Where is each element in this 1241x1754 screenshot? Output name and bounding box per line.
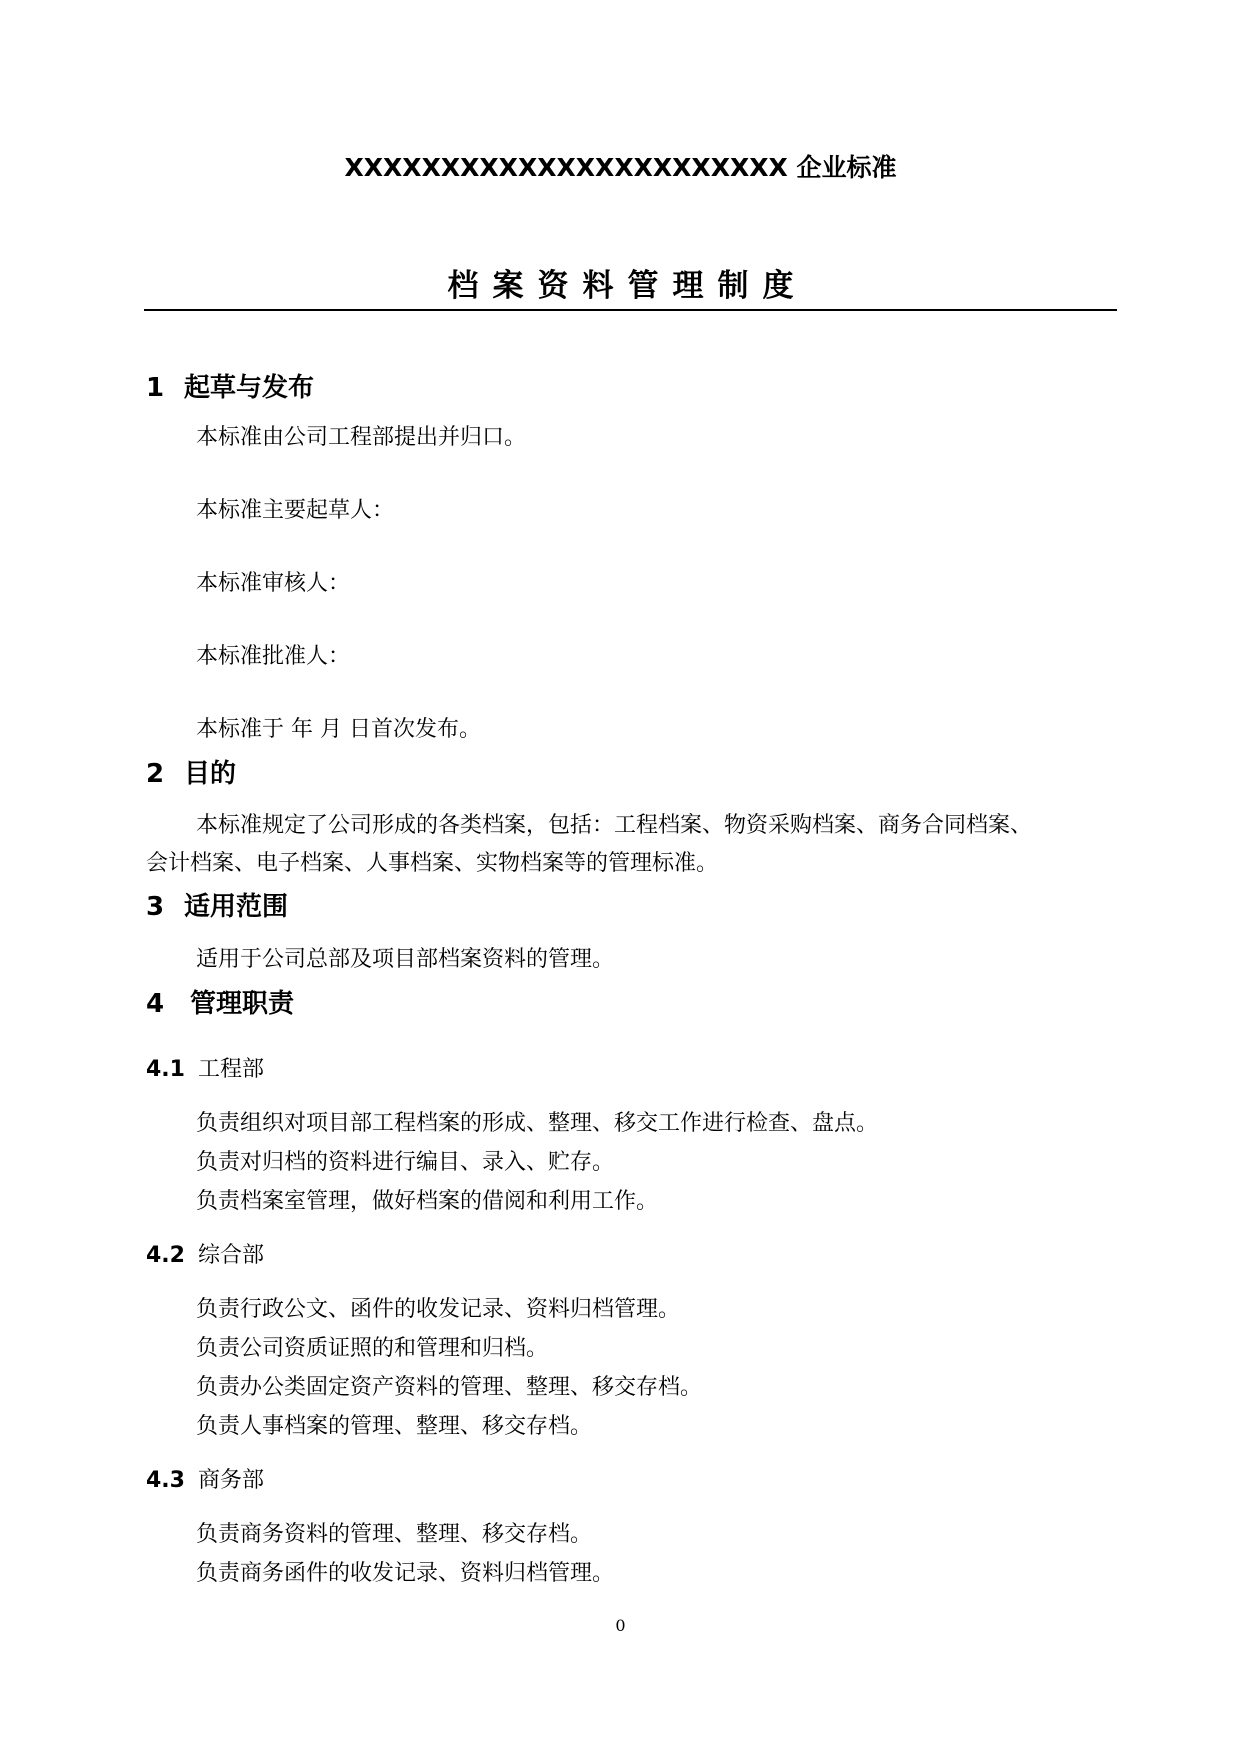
paragraph: 本标准于 年 月 日首次发布。 <box>196 717 481 742</box>
subsection-title: 工程部 <box>198 1057 265 1082</box>
subsection-number: 4.1 <box>146 1057 185 1082</box>
subsection-number: 4.3 <box>146 1468 185 1493</box>
section-heading-3 <box>146 886 288 923</box>
list-item: 负责办公类固定资产资料的管理、整理、移交存档。 <box>196 1375 703 1400</box>
list-item: 负责公司资质证照的和管理和归档。 <box>196 1336 549 1361</box>
subsection-title: 综合部 <box>198 1243 265 1268</box>
list-item: 负责对归档的资料进行编目、录入、贮存。 <box>196 1150 615 1175</box>
list-item: 负责组织对项目部工程档案的形成、整理、移交工作进行检查、盘点。 <box>196 1111 879 1136</box>
subsection-heading-4-1 <box>146 1052 264 1083</box>
subsection-number: 4.2 <box>146 1243 185 1268</box>
section-number: 4 <box>146 989 165 1019</box>
subsection-title: 商务部 <box>198 1468 265 1493</box>
paragraph: 本标准批准人： <box>196 644 351 669</box>
section-heading-2 <box>146 753 236 790</box>
section-title: 起草与发布 <box>184 373 315 403</box>
list-item: 负责档案室管理，做好档案的借阅和利用工作。 <box>196 1189 659 1214</box>
section-title: 管理职责 <box>190 989 295 1019</box>
list-item: 负责行政公文、函件的收发记录、资料归档管理。 <box>196 1297 681 1322</box>
paragraph-continuation: 会计档案、电子档案、人事档案、实物档案等的管理标准。 <box>146 851 719 876</box>
subsection-heading-4-3 <box>146 1463 264 1494</box>
document-title: 档案资料管理制度 <box>447 268 808 304</box>
paragraph: 本标准主要起草人： <box>196 498 395 523</box>
section-title: 目的 <box>184 759 237 789</box>
section-number: 1 <box>146 373 165 403</box>
page-number: 0 <box>615 1616 626 1635</box>
paragraph: 本标准审核人： <box>196 571 351 596</box>
subsection-heading-4-2 <box>146 1238 264 1269</box>
section-title: 适用范围 <box>184 892 289 922</box>
org-standard-title: XXXXXXXXXXXXXXXXXXXXXXX 企业标准 <box>344 153 897 182</box>
list-item: 负责商务资料的管理、整理、移交存档。 <box>196 1522 593 1547</box>
list-item: 负责人事档案的管理、整理、移交存档。 <box>196 1414 593 1439</box>
paragraph: 本标准规定了公司形成的各类档案，包括：工程档案、物资采购档案、商务合同档案、 <box>196 813 1033 838</box>
list-item: 负责商务函件的收发记录、资料归档管理。 <box>196 1561 615 1586</box>
section-number: 3 <box>146 892 165 922</box>
section-number: 2 <box>146 759 165 789</box>
section-heading-1 <box>146 367 314 404</box>
paragraph: 适用于公司总部及项目部档案资料的管理。 <box>196 947 615 972</box>
title-divider <box>144 309 1117 311</box>
section-heading-4 <box>146 983 294 1020</box>
paragraph: 本标准由公司工程部提出并归口。 <box>196 425 527 450</box>
